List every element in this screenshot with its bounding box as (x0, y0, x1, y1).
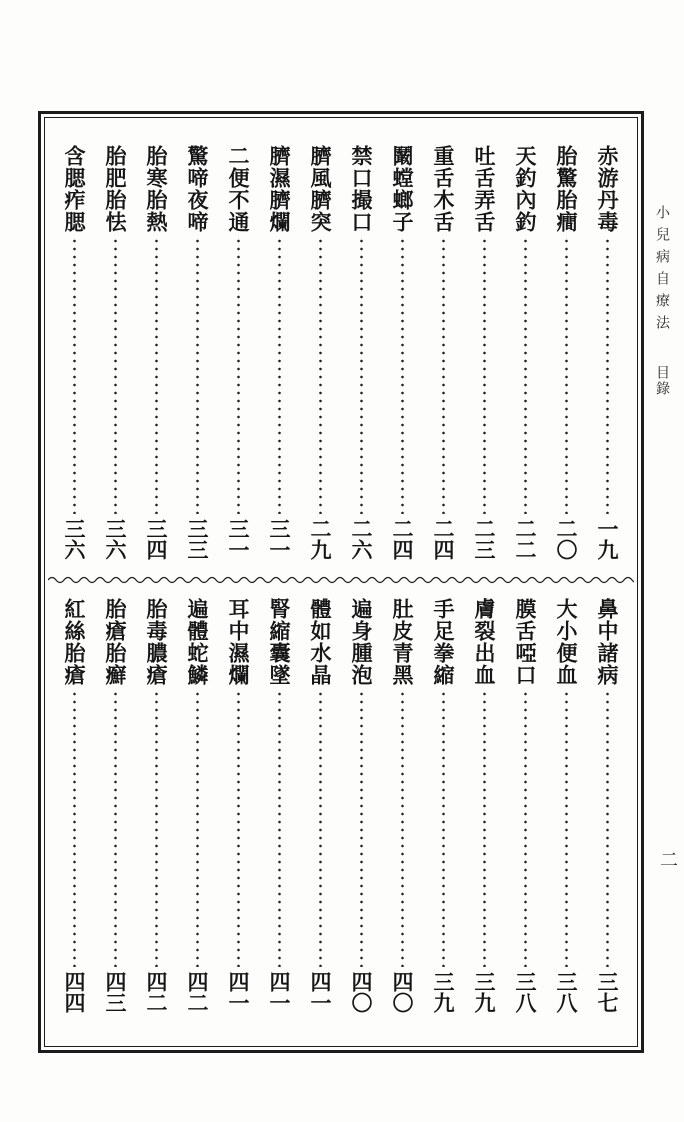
page-number: 二 (657, 850, 678, 868)
leader-dots (114, 237, 117, 514)
leader-dots (73, 690, 76, 967)
toc-entry[interactable] (224, 145, 252, 560)
entry-title: 耳中濕爛 (226, 598, 251, 686)
entry-title: 鬫螳螂子 (390, 145, 415, 233)
entry-title: 驚啼夜啼 (185, 145, 210, 233)
entry-title: 天釣內釣 (513, 145, 538, 233)
entry-title: 大小便血 (554, 598, 579, 686)
entry-page: 四一 (308, 971, 333, 1013)
toc-entry[interactable] (183, 598, 211, 1013)
toc-entry[interactable] (60, 598, 88, 1013)
toc-entry[interactable] (470, 145, 498, 560)
toc-entry[interactable] (265, 598, 293, 1013)
entry-title: 胎寒胎熱 (144, 145, 169, 233)
entry-title: 重舌木舌 (431, 145, 456, 233)
leader-dots (114, 690, 117, 967)
entry-title: 二便不通 (226, 145, 251, 233)
entry-page: 二三 (472, 518, 497, 560)
book-title: 小兒病自療法 (654, 205, 670, 337)
section-label: 目錄 (654, 365, 670, 397)
toc-entry[interactable] (224, 598, 252, 1013)
entry-page: 四四 (62, 971, 87, 1013)
entry-page: 三六 (62, 518, 87, 560)
leader-dots (442, 690, 445, 967)
toc-entry[interactable] (306, 145, 334, 560)
toc-entry[interactable] (142, 598, 170, 1013)
leader-dots (483, 237, 486, 514)
entry-title: 膚裂出血 (472, 598, 497, 686)
toc-entry[interactable] (265, 145, 293, 560)
toc-entry[interactable] (347, 145, 375, 560)
entry-title: 遍身腫泡 (349, 598, 374, 686)
leader-dots (360, 237, 363, 514)
entry-title: 臍濕臍爛 (267, 145, 292, 233)
leader-dots (278, 690, 281, 967)
entry-page: 二四 (431, 518, 456, 560)
toc-entry[interactable] (511, 145, 539, 560)
entry-page: 三三 (185, 518, 210, 560)
leader-dots (565, 237, 568, 514)
toc-entry[interactable] (101, 145, 129, 560)
entry-page: 二〇 (554, 518, 579, 560)
entry-page: 三四 (144, 518, 169, 560)
toc-entry[interactable] (306, 598, 334, 1013)
entry-title: 鼻中諸病 (595, 598, 620, 686)
entry-title: 吐舌弄舌 (472, 145, 497, 233)
leader-dots (524, 690, 527, 967)
entry-page: 三八 (554, 971, 579, 1013)
entry-title: 胎驚胎癎 (554, 145, 579, 233)
toc-entry[interactable] (429, 598, 457, 1013)
entry-title: 含腮痄腮 (62, 145, 87, 233)
toc-entry[interactable] (101, 598, 129, 1013)
leader-dots (483, 690, 486, 967)
leader-dots (155, 690, 158, 967)
leader-dots (73, 237, 76, 514)
entry-page: 一九 (595, 518, 620, 560)
leader-dots (319, 237, 322, 514)
entry-title: 禁口撮口 (349, 145, 374, 233)
toc-entry[interactable] (593, 145, 621, 560)
entry-page: 四二 (185, 971, 210, 1013)
entry-title: 體如水晶 (308, 598, 333, 686)
leader-dots (237, 690, 240, 967)
leader-dots (237, 237, 240, 514)
toc-entry[interactable] (142, 145, 170, 560)
entry-page: 四〇 (349, 971, 374, 1013)
wavy-divider (48, 574, 634, 586)
entry-page: 三一 (226, 518, 251, 560)
entry-title: 胎毒膿瘡 (144, 598, 169, 686)
entry-page: 三一 (267, 518, 292, 560)
entry-title: 肚皮青黑 (390, 598, 415, 686)
leader-dots (606, 237, 609, 514)
leader-dots (278, 237, 281, 514)
entry-title: 臍風臍突 (308, 145, 333, 233)
entry-title: 紅絲胎瘡 (62, 598, 87, 686)
entry-page: 四一 (267, 971, 292, 1013)
toc-entry[interactable] (511, 598, 539, 1013)
toc-entry[interactable] (347, 598, 375, 1013)
entry-page: 三六 (103, 518, 128, 560)
entry-title: 膜舌啞口 (513, 598, 538, 686)
entry-title: 腎縮囊墜 (267, 598, 292, 686)
leader-dots (401, 690, 404, 967)
toc-entry[interactable] (60, 145, 88, 560)
entry-page: 四一 (226, 971, 251, 1013)
toc-entry[interactable] (552, 145, 580, 560)
toc-entry[interactable] (470, 598, 498, 1013)
entry-page: 三九 (431, 971, 456, 1013)
entry-page: 二二 (513, 518, 538, 560)
entry-title: 胎肥胎怯 (103, 145, 128, 233)
leader-dots (565, 690, 568, 967)
entry-title: 遍體蛇鱗 (185, 598, 210, 686)
entry-title: 赤游丹毒 (595, 145, 620, 233)
toc-entry[interactable] (593, 598, 621, 1013)
leader-dots (196, 237, 199, 514)
leader-dots (196, 690, 199, 967)
toc-entry[interactable] (552, 598, 580, 1013)
entry-page: 四二 (144, 971, 169, 1013)
entry-page: 三七 (595, 971, 620, 1013)
leader-dots (360, 690, 363, 967)
leader-dots (606, 690, 609, 967)
entry-page: 二四 (390, 518, 415, 560)
entry-page: 三八 (513, 971, 538, 1013)
leader-dots (319, 690, 322, 967)
entry-page: 四三 (103, 971, 128, 1013)
leader-dots (155, 237, 158, 514)
toc-entry[interactable] (388, 598, 416, 1013)
leader-dots (442, 237, 445, 514)
entry-title: 胎瘡胎癬 (103, 598, 128, 686)
entry-page: 三九 (472, 971, 497, 1013)
entry-page: 二六 (349, 518, 374, 560)
toc-entry[interactable] (183, 145, 211, 560)
toc-entry[interactable] (429, 145, 457, 560)
toc-entry[interactable] (388, 145, 416, 560)
leader-dots (401, 237, 404, 514)
entry-title: 手足拳縮 (431, 598, 456, 686)
entry-page: 四〇 (390, 971, 415, 1013)
entry-page: 二九 (308, 518, 333, 560)
leader-dots (524, 237, 527, 514)
